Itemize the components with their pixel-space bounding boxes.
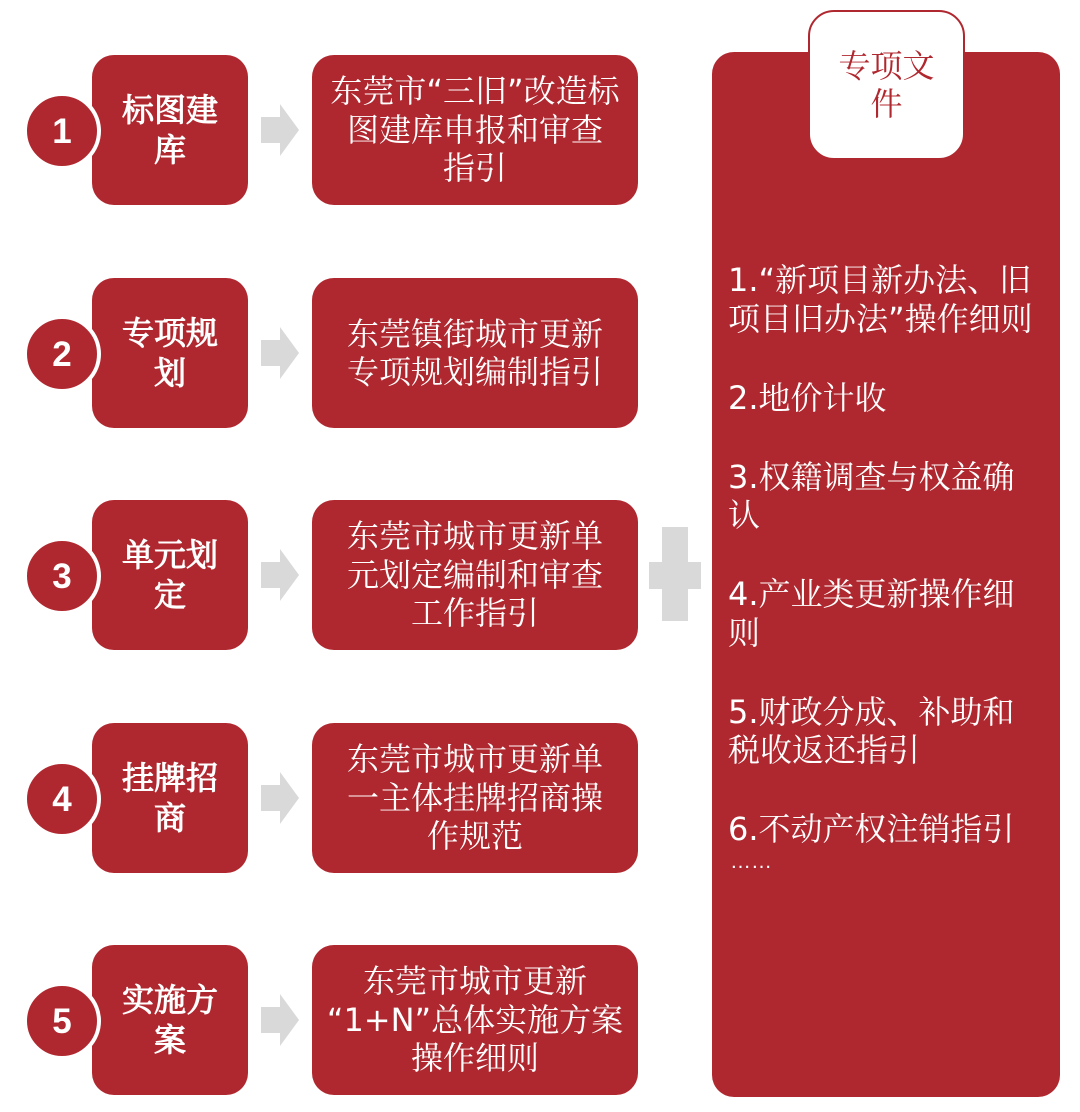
special-documents-panel (712, 52, 1060, 1097)
document-item: 1.“新项目新办法、旧 项目旧办法”操作细则 (728, 261, 1033, 338)
plus-icon (649, 527, 701, 621)
step-title: 标图建 库 (121, 91, 218, 169)
step-row-1 (0, 55, 640, 205)
step-description: 东莞市城市更新单 元划定编制和审查 工作指引 (346, 517, 603, 633)
step-title-box (92, 945, 248, 1095)
right-arrow-icon (261, 327, 299, 379)
step-description-box (312, 723, 638, 873)
step-title-box (92, 500, 248, 650)
document-item: 2.地价计收 (728, 378, 887, 417)
step-description-box (312, 55, 638, 205)
step-number: 2 (52, 334, 72, 374)
step-number: 3 (52, 556, 72, 596)
right-arrow-icon (261, 772, 299, 824)
step-row-4 (0, 723, 640, 873)
step-description: 东莞市城市更新单 一主体挂牌招商操 作规范 (346, 740, 603, 856)
step-number: 1 (52, 111, 72, 151)
step-description-box (312, 945, 638, 1095)
document-item: 3.权籍调查与权益确 认 (728, 457, 1015, 534)
step-title: 挂牌招 商 (121, 759, 218, 837)
step-number-badge (23, 760, 101, 838)
step-number: 4 (52, 779, 72, 819)
step-title-box (92, 278, 248, 428)
step-description-box (312, 278, 638, 428)
step-title-box (92, 55, 248, 205)
step-title: 专项规 划 (121, 314, 218, 392)
more-ellipsis: …… (730, 849, 772, 873)
step-number: 5 (52, 1001, 72, 1041)
step-title: 实施方 案 (121, 981, 218, 1059)
step-description: 东莞镇街城市更新 专项规划编制指引 (346, 314, 603, 391)
step-row-2 (0, 278, 640, 428)
step-number-badge (23, 92, 101, 170)
right-arrow-icon (261, 549, 299, 601)
right-arrow-icon (261, 104, 299, 156)
step-title-box (92, 723, 248, 873)
document-item: 6.不动产权注销指引 (728, 810, 1015, 848)
document-item: 4.产业类更新操作细 则 (728, 575, 1015, 652)
step-title: 单元划 定 (121, 536, 218, 614)
special-documents-tab (808, 10, 965, 160)
document-item: 5.财政分成、补助和 税收返还指引 (728, 692, 1015, 769)
right-arrow-icon (261, 994, 299, 1046)
special-documents-tab-label: 专项文 件 (838, 47, 935, 123)
step-description: 东莞市“三旧”改造标 图建库申报和审查 指引 (330, 72, 620, 188)
step-row-5 (0, 945, 640, 1095)
step-description: 东莞市城市更新 “1+N”总体实施方案 操作细则 (326, 962, 624, 1078)
special-documents-list (728, 261, 1054, 875)
step-row-3 (0, 500, 640, 650)
step-number-badge (23, 537, 101, 615)
step-number-badge (23, 982, 101, 1060)
step-number-badge (23, 315, 101, 393)
step-description-box (312, 500, 638, 650)
